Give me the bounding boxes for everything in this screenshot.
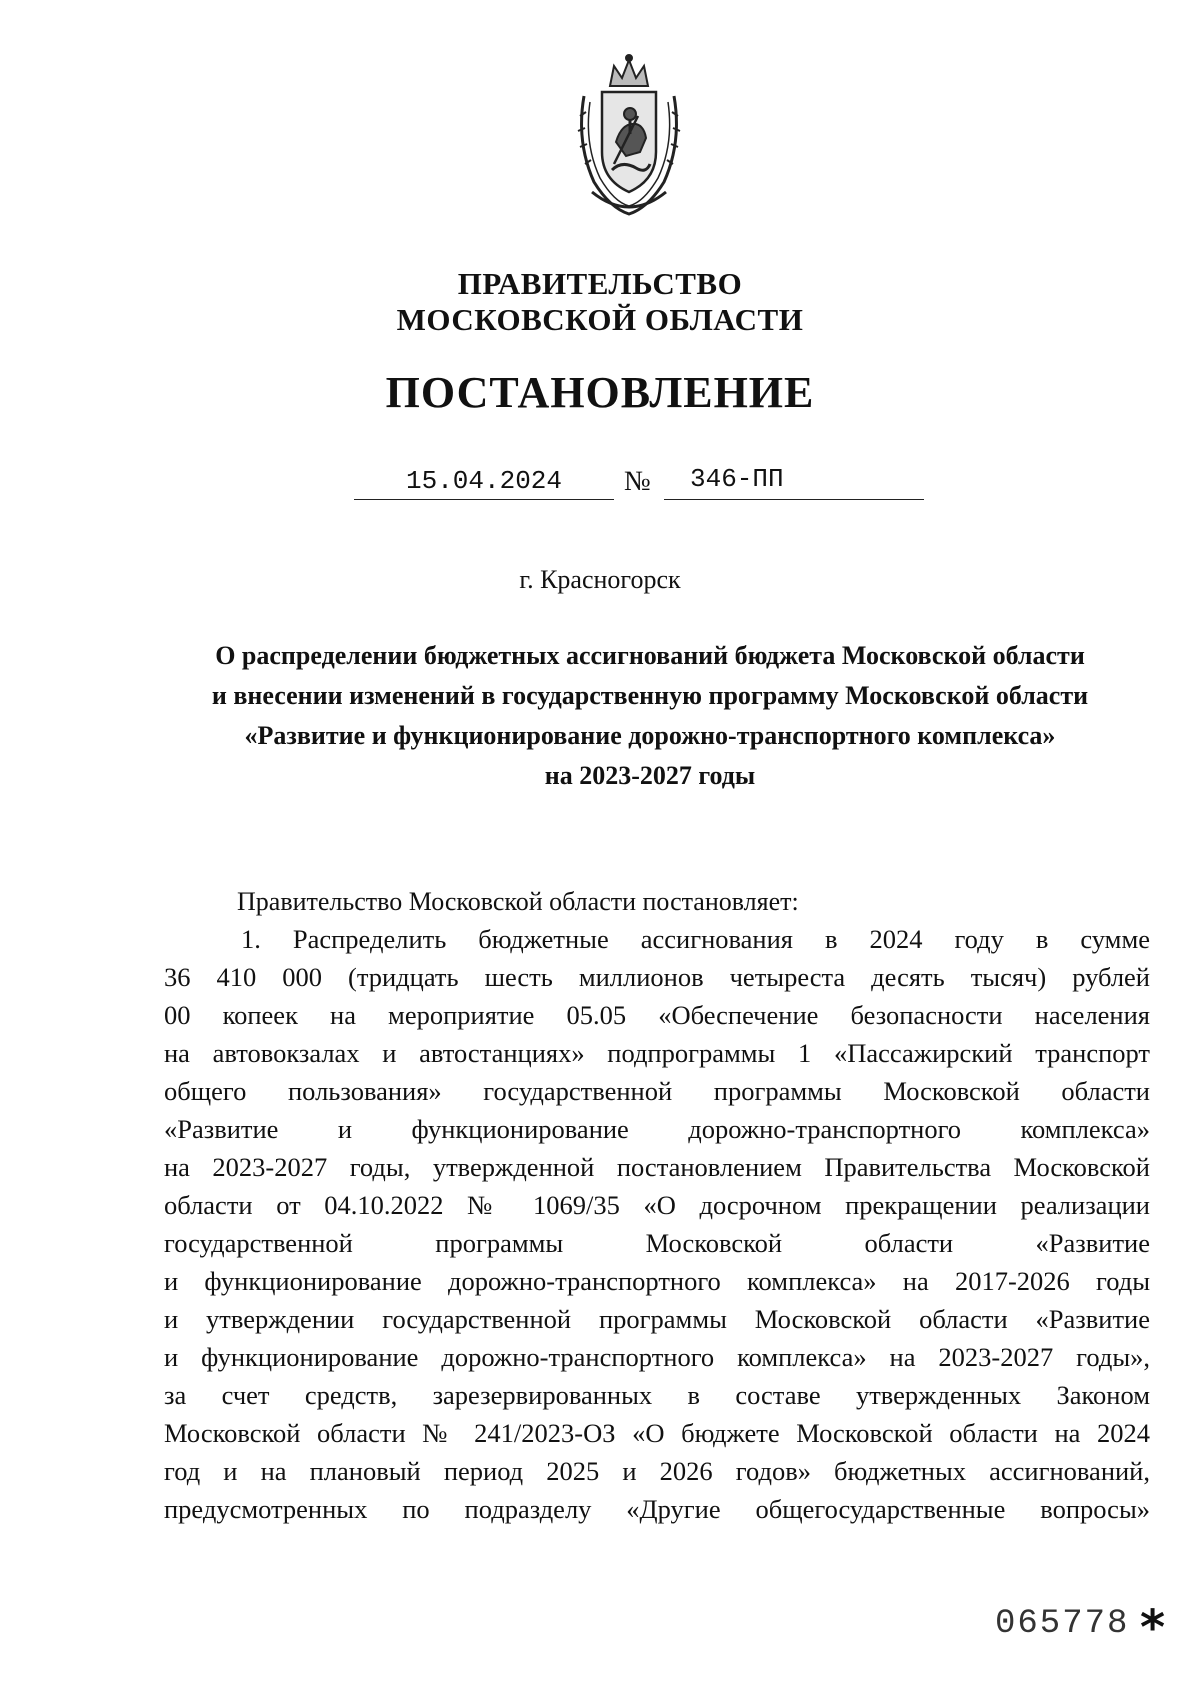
body-line: и функционирование дорожно-транспортного комплекса» на 2023-2027 годы», [164,1342,1150,1372]
serial-number: 065778 [995,1605,1130,1643]
preamble-text: Правительство Московской области постановляет: [237,887,799,916]
document-type-title: ПОСТАНОВЛЕНИЕ [385,368,815,417]
city-name: г. Красногорск [519,565,681,594]
body-line: «Развитие и функционирование дорожно-транспортного комплекса» [164,1114,1150,1144]
document-number: 346-ПП [690,464,784,494]
body-line: 36 410 000 (тридцать шесть миллионов четыреста десять тысяч) рублей [164,962,1150,992]
body-line: на автовокзалах и автостанциях» подпрограммы 1 «Пассажирский транспорт [164,1038,1150,1068]
body-line: на 2023-2027 годы, утвержденной постановлением Правительства Московской [164,1152,1150,1182]
subject-line: О распределении бюджетных ассигнований бюджета Московской области [215,641,1085,670]
body-line: за счет средств, зарезервированных в составе утвержденных Законом [164,1380,1150,1410]
coat-of-arms-emblem [566,52,692,218]
date-underline [354,499,614,500]
subject-line: на 2023-2027 годы [544,761,756,790]
asterisk-mark: * [1140,1600,1166,1656]
body-line: 00 копеек на мероприятие 05.05 «Обеспечение безопасности населения [164,1000,1150,1030]
number-underline [664,499,924,500]
body-line: год и на плановый период 2025 и 2026 годов» бюджетных ассигнований, [164,1456,1150,1486]
subject-line: и внесении изменений в государственную программу Московской области [211,681,1089,710]
body-line: и функционирование дорожно-транспортного комплекса» на 2017-2026 годы [164,1266,1150,1296]
body-line: 1. Распределить бюджетные ассигнования в 2024 году в сумме [241,924,1150,954]
body-line: предусмотренных по подразделу «Другие общегосударственные вопросы» [164,1494,1150,1524]
organization-name-line-1: ПРАВИТЕЛЬСТВО [457,266,743,301]
document-subject [150,636,1150,796]
document-date: 15.04.2024 [405,466,563,496]
body-line: Московской области № 241/2023-ОЗ «О бюджете Московской области на 2024 [164,1418,1150,1448]
body-line: государственной программы Московской области «Развитие [164,1228,1150,1258]
number-sign: № [624,466,651,497]
subject-line: «Развитие и функционирование дорожно-транспортного комплекса» [244,721,1056,750]
body-line: и утверждении государственной программы Московской области «Развитие [164,1304,1150,1334]
body-line: области от 04.10.2022 № 1069/35 «О досрочном прекращении реализации [164,1190,1150,1220]
body-line: общего пользования» государственной программы Московской области [164,1076,1150,1106]
organization-name-line-2: МОСКОВСКОЙ ОБЛАСТИ [396,302,804,337]
